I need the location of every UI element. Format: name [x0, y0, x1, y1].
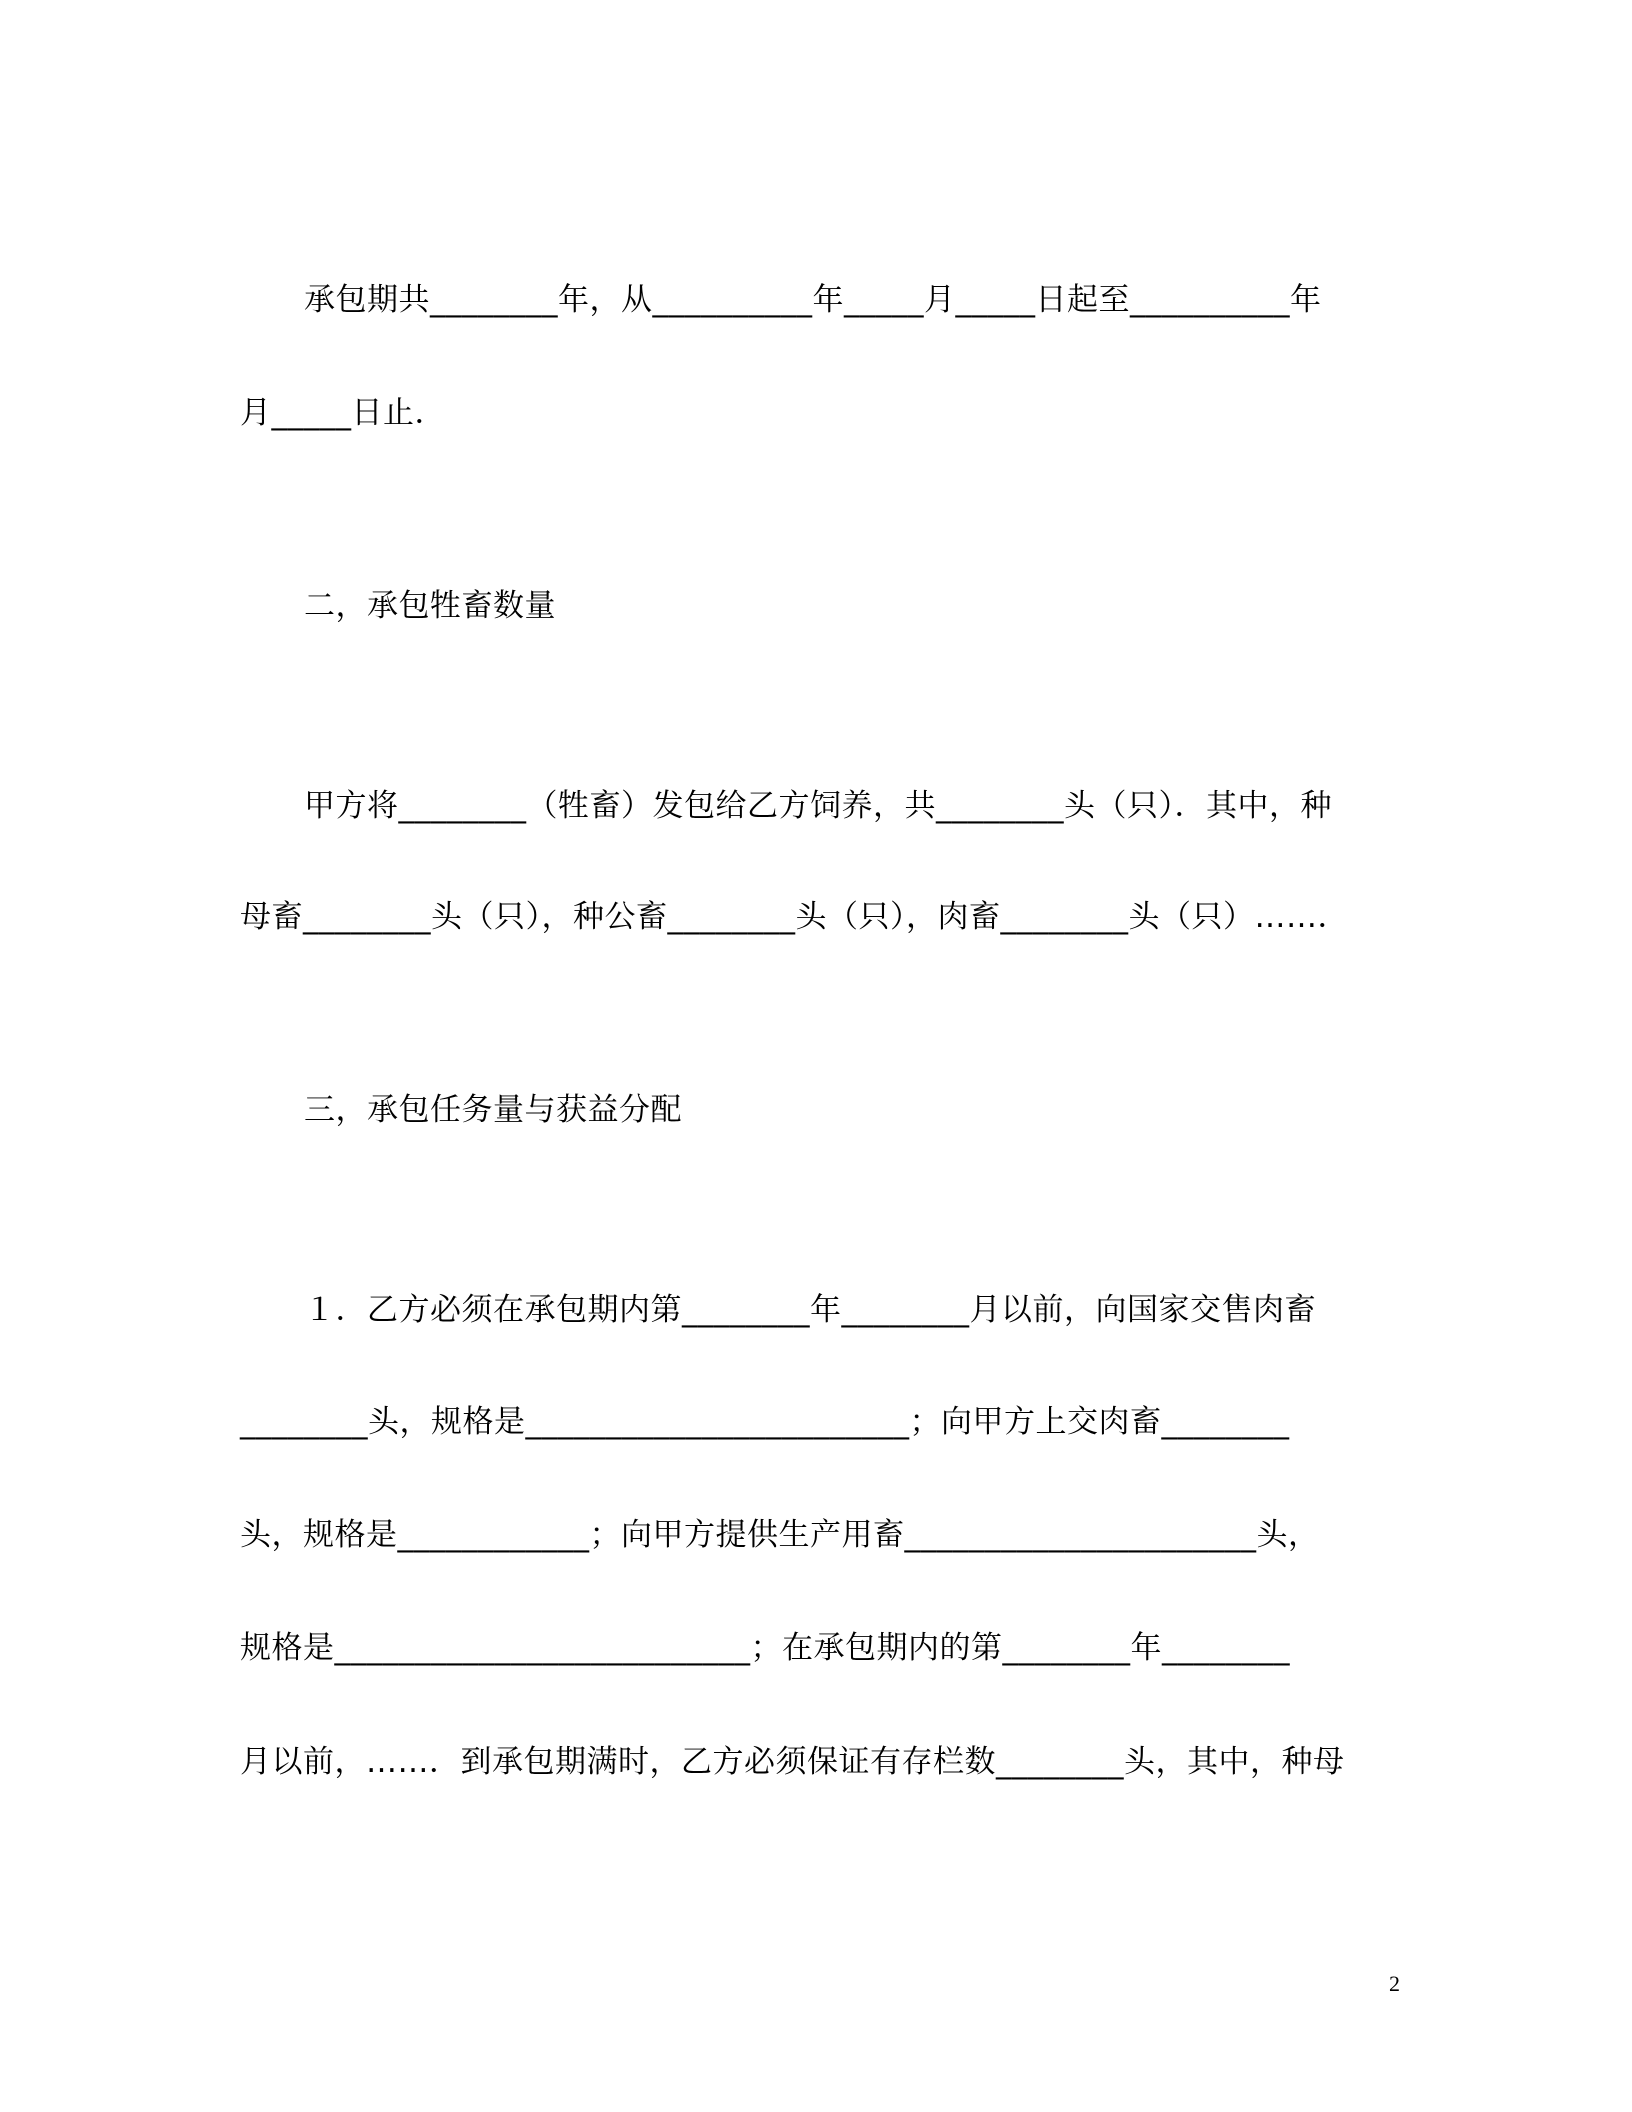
section-heading-3: 三，承包任务量与获益分配	[304, 1092, 682, 1128]
livestock-quantity-line-1: 甲方将________（牲畜）发包给乙方饲养，共________头（只）．其中，种	[304, 788, 1332, 824]
contract-period-line-1: 承包期共________年，从__________年_____月_____日起至__________年	[304, 282, 1322, 318]
livestock-quantity-line-2: 母畜________头（只），种公畜________头（只），肉畜________头（只）……．	[240, 899, 1349, 935]
section-heading-2: 二，承包牲畜数量	[304, 588, 556, 624]
task-clause-line-3: 头，规格是____________；向甲方提供生产用畜______________________头，	[240, 1517, 1320, 1553]
task-clause-line-2: ________头，规格是________________________；向甲方上交肉畜________	[240, 1404, 1290, 1440]
task-clause-line-1: １．乙方必须在承包期内第________年________月以前，向国家交售肉畜	[304, 1292, 1316, 1328]
task-clause-line-4: 规格是__________________________；在承包期内的第________年________	[240, 1630, 1290, 1666]
contract-period-line-2: 月_____日止．	[240, 395, 446, 431]
task-clause-line-5: 月以前，……．到承包期满时，乙方必须保证有存栏数________头，其中，种母	[240, 1744, 1345, 1780]
page-number: 2	[1389, 1971, 1400, 1996]
